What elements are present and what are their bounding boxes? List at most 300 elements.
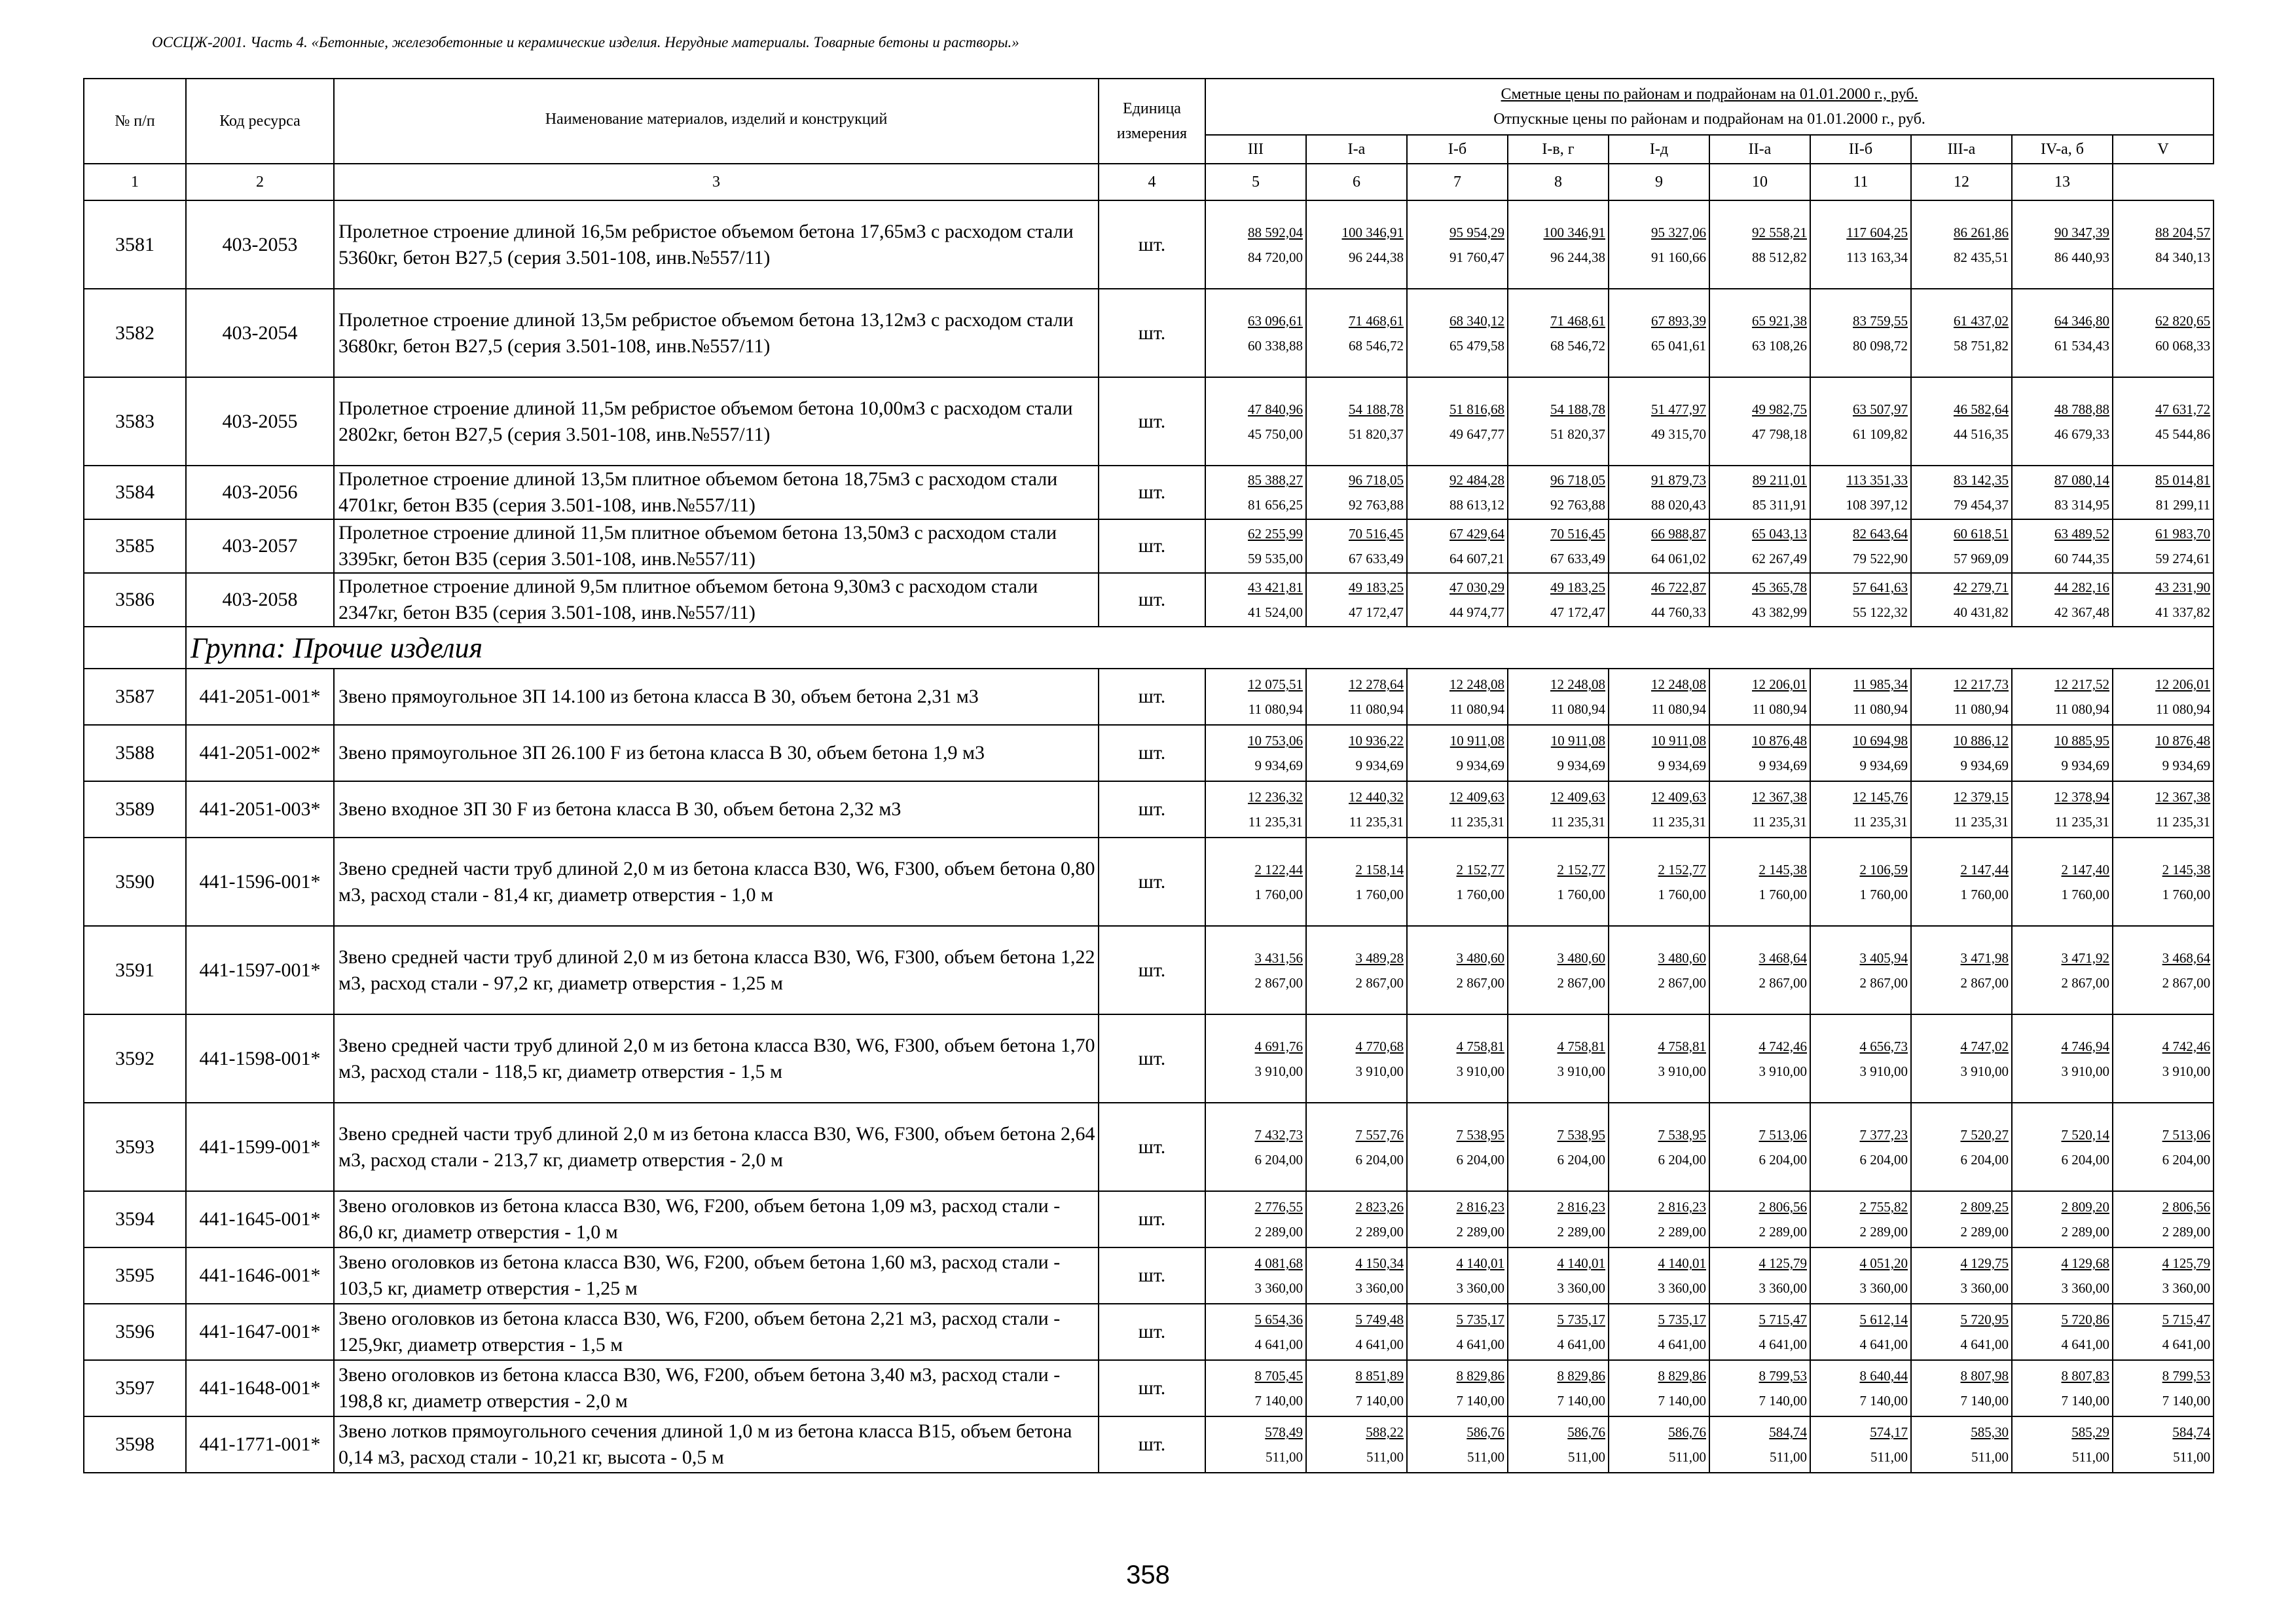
row-number: 3582 [84,289,186,377]
price-cell [2012,926,2113,1014]
price-cell [1306,1304,1407,1360]
resource-code: 441-1598-001* [186,1014,334,1103]
release-price: 2 289,00 [2162,1224,2211,1240]
material-name: Звено входное ЗП 30 F из бетона класса В 30, объем бетона 2,32 м3 [334,781,1099,838]
release-price: 3 360,00 [1758,1280,1807,1296]
release-price: 4 641,00 [1658,1337,1706,1352]
estimate-price: 3 489,28 [1355,950,1404,966]
release-price: 511,00 [1971,1449,2009,1465]
estimate-price: 5 735,17 [1658,1312,1706,1327]
estimate-price: 585,30 [1971,1424,2009,1440]
estimate-price: 12 278,64 [1349,676,1404,692]
price-cell [1306,725,1407,781]
estimate-price: 12 367,38 [1752,789,1807,805]
estimate-price: 83 142,35 [1954,472,2009,488]
price-cell [1609,1191,1709,1247]
estimate-price: 10 936,22 [1349,733,1404,748]
resource-code: 441-1771-001* [186,1416,334,1473]
price-cell [2012,781,2113,838]
price-cell [1205,1191,1306,1247]
estimate-price: 62 820,65 [2155,312,2211,329]
release-price: 60 338,88 [1248,337,1303,354]
estimate-price: 12 248,08 [1449,676,1504,692]
estimate-price: 584,74 [1769,1424,1807,1440]
estimate-price: 3 431,56 [1254,950,1303,966]
release-price: 81 656,25 [1248,497,1303,513]
estimate-price: 3 471,98 [1960,950,2009,966]
region-header: I-д [1609,135,1709,164]
estimate-price: 4 125,79 [2162,1255,2211,1271]
estimate-price: 92 484,28 [1449,472,1504,488]
estimate-price: 100 346,91 [1341,224,1404,240]
unit-of-measure: шт. [1099,1014,1205,1103]
estimate-price: 4 656,73 [1859,1038,1908,1054]
estimate-price: 4 758,81 [1658,1038,1706,1054]
column-number: 13 [2012,164,2113,200]
estimate-price: 51 816,68 [1449,401,1504,417]
price-cell [2113,838,2214,926]
release-price: 511,00 [2072,1449,2109,1465]
price-cell [2113,1360,2214,1416]
estimate-price: 2 816,23 [1456,1199,1504,1215]
estimate-price: 88 592,04 [1248,224,1303,240]
estimate-price: 7 557,76 [1355,1126,1404,1143]
release-price: 61 534,43 [2054,337,2109,354]
price-cell [1810,838,1911,926]
release-price: 43 382,99 [1752,604,1807,620]
group-row-spacer [84,627,186,669]
price-cell [2113,1247,2214,1304]
estimate-price: 3 405,94 [1859,950,1908,966]
release-price: 2 867,00 [2061,974,2109,991]
release-price: 11 235,31 [1349,814,1404,830]
row-number: 3587 [84,669,186,725]
unit-of-measure: шт. [1099,519,1205,573]
estimate-price: 47 030,29 [1449,580,1504,595]
estimate-price: 4 140,01 [1456,1255,1504,1271]
release-price: 9 934,69 [1456,758,1504,773]
price-cell [1911,1304,2012,1360]
release-price: 2 867,00 [2162,974,2211,991]
release-price: 51 820,37 [1349,426,1404,442]
column-number: 2 [186,164,334,200]
column-number: 7 [1407,164,1508,200]
price-cell [1709,200,1810,289]
row-number: 3596 [84,1304,186,1360]
price-cell [1810,781,1911,838]
price-cell [1709,519,1810,573]
unit-of-measure: шт. [1099,781,1205,838]
release-price: 2 867,00 [1456,974,1504,991]
row-number: 3595 [84,1247,186,1304]
release-price: 11 235,31 [1550,814,1605,830]
price-cell [1508,1304,1609,1360]
price-cell [1205,669,1306,725]
estimate-price: 4 140,01 [1557,1255,1605,1271]
price-cell [1508,926,1609,1014]
estimate-price: 2 122,44 [1254,861,1303,877]
release-price: 9 934,69 [1758,758,1807,773]
price-cell [1709,289,1810,377]
estimate-price: 54 188,78 [1349,401,1404,417]
estimate-price: 3 480,60 [1658,950,1706,966]
release-price: 65 041,61 [1651,337,1706,354]
estimate-price: 10 876,48 [1752,733,1807,748]
price-cell [1709,1191,1810,1247]
estimate-price: 8 640,44 [1859,1368,1908,1384]
price-cell [1911,1014,2012,1103]
material-name: Звено средней части труб длиной 2,0 м из бетона класса В30, W6, F300, объем бетона 1,22 м3, расход стали - 97,2 кг, диаметр отверстия - 1,25 м [334,926,1099,1014]
release-price: 11 235,31 [2054,814,2109,830]
unit-of-measure: шт. [1099,1360,1205,1416]
resource-code: 403-2054 [186,289,334,377]
release-price: 11 235,31 [1248,814,1303,830]
estimate-price: 2 816,23 [1658,1199,1706,1215]
estimate-price: 2 823,26 [1355,1199,1404,1215]
price-cell [2113,377,2214,466]
release-price: 58 751,82 [1954,337,2009,354]
estimate-price: 7 513,06 [2162,1126,2211,1143]
table-row [84,573,2214,627]
release-price: 3 910,00 [1254,1063,1303,1079]
release-price: 9 934,69 [2162,758,2211,773]
resource-code: 403-2055 [186,377,334,466]
row-number: 3584 [84,466,186,519]
price-cell [1205,519,1306,573]
estimate-price: 12 379,15 [1954,789,2009,805]
price-cell [1407,1247,1508,1304]
table-row [84,377,2214,466]
estimate-price: 95 327,06 [1651,224,1706,240]
group-title: Группа: Прочие изделия [186,627,1205,669]
release-price: 511,00 [1669,1449,1706,1465]
unit-of-measure: шт. [1099,466,1205,519]
col-header-name: Наименование материалов, изделий и конструкций [334,79,1099,164]
estimate-price: 4 081,68 [1254,1255,1303,1271]
estimate-price: 4 691,76 [1254,1038,1303,1054]
price-cell [1508,377,1609,466]
table-row [84,926,2214,1014]
estimate-price: 2 806,56 [2162,1199,2211,1215]
row-number: 3589 [84,781,186,838]
region-header: II-а [1709,135,1810,164]
table-row [84,1360,2214,1416]
release-price: 55 122,32 [1853,604,1908,620]
price-cell [1609,377,1709,466]
estimate-price: 71 468,61 [1349,312,1404,329]
estimate-price: 586,76 [1467,1424,1504,1440]
estimate-price: 49 183,25 [1349,580,1404,595]
material-name: Пролетное строение длиной 16,5м ребристое объемом бетона 17,65м3 с расходом стали 5360кг, бетон В27,5 (серия 3.501-108, инв.№557/11) [334,200,1099,289]
price-cell [1911,200,2012,289]
row-number: 3588 [84,725,186,781]
price-cell [2113,200,2214,289]
release-price: 4 641,00 [1758,1337,1807,1352]
release-price: 88 512,82 [1752,249,1807,265]
estimate-price: 43 231,90 [2155,580,2211,595]
estimate-price: 10 911,08 [1550,733,1605,748]
price-cell [2012,1360,2113,1416]
release-price: 9 934,69 [1658,758,1706,773]
release-price: 511,00 [2173,1449,2211,1465]
unit-of-measure: шт. [1099,1247,1205,1304]
release-price: 79 454,37 [1954,497,2009,513]
price-cell [1709,377,1810,466]
release-price: 6 204,00 [1859,1151,1908,1168]
estimate-price: 2 145,38 [2162,861,2211,877]
estimate-price: 10 911,08 [1449,733,1504,748]
price-cell [1709,466,1810,519]
col-header-unit-line1: Единица [1123,100,1181,117]
price-cell [1609,289,1709,377]
release-price: 11 080,94 [1550,701,1605,717]
table-row [84,1416,2214,1473]
price-cell [1508,519,1609,573]
estimate-price: 7 538,95 [1658,1126,1706,1143]
price-cell [2012,289,2113,377]
resource-code: 441-1596-001* [186,838,334,926]
estimate-price: 85 388,27 [1248,472,1303,488]
release-price: 3 360,00 [1456,1280,1504,1296]
estimate-price: 10 911,08 [1651,733,1706,748]
price-cell [1911,1360,2012,1416]
release-price: 3 910,00 [1960,1063,2009,1079]
estimate-price: 10 876,48 [2155,733,2211,748]
release-price: 11 080,94 [1349,701,1404,717]
release-price: 11 235,31 [1651,814,1706,830]
prices-header-estimate: Сметные цены по районам и подрайонам на 01.01.2000 г., руб. [1501,86,1918,103]
release-price: 3 910,00 [1456,1063,1504,1079]
column-number: 10 [1709,164,1810,200]
price-table [83,78,2214,1473]
resource-code: 441-1645-001* [186,1191,334,1247]
estimate-price: 2 809,20 [2061,1199,2109,1215]
estimate-price: 12 217,73 [1954,676,2009,692]
price-cell [1306,838,1407,926]
release-price: 9 934,69 [1355,758,1404,773]
price-cell [2113,573,2214,627]
release-price: 11 235,31 [1449,814,1504,830]
estimate-price: 4 140,01 [1658,1255,1706,1271]
estimate-price: 10 886,12 [1954,733,2009,748]
table-row [84,781,2214,838]
price-cell [1810,1247,1911,1304]
estimate-price: 63 489,52 [2054,526,2109,542]
estimate-price: 8 705,45 [1254,1368,1303,1384]
table-row [84,838,2214,926]
release-price: 2 289,00 [1658,1224,1706,1240]
column-number: 1 [84,164,186,200]
estimate-price: 12 248,08 [1550,676,1605,692]
estimate-price: 90 347,39 [2054,224,2109,240]
price-cell [1306,669,1407,725]
release-price: 4 641,00 [1859,1337,1908,1352]
price-cell [1407,669,1508,725]
price-cell [1609,725,1709,781]
release-price: 7 140,00 [1355,1393,1404,1409]
release-price: 96 244,38 [1550,249,1605,265]
release-price: 6 204,00 [1254,1151,1303,1168]
release-price: 3 360,00 [1557,1280,1605,1296]
price-cell [1609,1360,1709,1416]
column-number: 3 [334,164,1099,200]
estimate-price: 5 735,17 [1557,1312,1605,1327]
price-cell [1709,926,1810,1014]
price-cell [1306,1416,1407,1473]
estimate-price: 4 129,75 [1960,1255,2009,1271]
material-name: Звено оголовков из бетона класса В30, W6, F200, объем бетона 1,09 м3, расход стали - 86,0 кг, диаметр отверстия - 1,0 м [334,1191,1099,1247]
material-name: Звено оголовков из бетона класса В30, W6, F200, объем бетона 3,40 м3, расход стали - 198,8 кг, диаметр отверстия - 2,0 м [334,1360,1099,1416]
release-price: 2 289,00 [1859,1224,1908,1240]
price-cell [1709,573,1810,627]
release-price: 59 535,00 [1248,551,1303,566]
price-cell [1407,289,1508,377]
estimate-price: 54 188,78 [1550,401,1605,417]
table-row [84,466,2214,519]
estimate-price: 2 147,44 [1960,861,2009,877]
col-header-prices [1205,79,2214,135]
price-cell [1609,1247,1709,1304]
estimate-price: 7 538,95 [1456,1126,1504,1143]
estimate-price: 2 158,14 [1355,861,1404,877]
release-price: 1 760,00 [1859,886,1908,902]
release-price: 3 910,00 [1758,1063,1807,1079]
release-price: 511,00 [1266,1449,1303,1465]
row-number: 3591 [84,926,186,1014]
estimate-price: 44 282,16 [2054,580,2109,595]
estimate-price: 87 080,14 [2054,472,2109,488]
table-row [84,1304,2214,1360]
price-cell [1205,781,1306,838]
release-price: 3 910,00 [2162,1063,2211,1079]
estimate-price: 5 720,95 [1960,1312,2009,1327]
price-cell [1911,926,2012,1014]
col-header-code: Код ресурса [186,79,334,164]
estimate-price: 67 893,39 [1651,312,1706,329]
release-price: 2 289,00 [1960,1224,2009,1240]
estimate-price: 89 211,01 [1752,472,1807,488]
release-price: 11 080,94 [1248,701,1303,717]
unit-of-measure: шт. [1099,1103,1205,1191]
price-cell [1306,519,1407,573]
material-name: Пролетное строение длиной 9,5м плитное объемом бетона 9,30м3 с расходом стали 2347кг, бетон В35 (серия 3.501-108, инв.№557/11) [334,573,1099,627]
estimate-price: 3 480,60 [1557,950,1605,966]
release-price: 6 204,00 [1557,1151,1605,1168]
release-price: 11 235,31 [2155,814,2211,830]
price-cell [1205,725,1306,781]
release-price: 6 204,00 [2162,1151,2211,1168]
unit-of-measure: шт. [1099,289,1205,377]
price-cell [1205,926,1306,1014]
release-price: 68 546,72 [1550,337,1605,354]
release-price: 2 289,00 [1254,1224,1303,1240]
release-price: 2 867,00 [1960,974,2009,991]
price-cell [2012,377,2113,466]
estimate-price: 64 346,80 [2054,312,2109,329]
price-cell [1709,669,1810,725]
group-row [84,627,2214,669]
release-price: 84 340,13 [2155,249,2211,265]
price-cell [2012,1191,2113,1247]
price-cell [1306,466,1407,519]
region-header: I-б [1407,135,1508,164]
release-price: 91 760,47 [1449,249,1504,265]
price-cell [1407,1191,1508,1247]
price-cell [1508,669,1609,725]
release-price: 88 613,12 [1449,497,1504,513]
estimate-price: 3 468,64 [2162,950,2211,966]
estimate-price: 585,29 [2071,1424,2109,1440]
price-cell [1609,669,1709,725]
release-price: 4 641,00 [1557,1337,1605,1352]
release-price: 1 760,00 [2061,886,2109,902]
price-cell [1810,573,1911,627]
price-cell [1407,1416,1508,1473]
release-price: 7 140,00 [1456,1393,1504,1409]
row-number: 3592 [84,1014,186,1103]
estimate-price: 12 217,52 [2054,676,2109,692]
release-price: 9 934,69 [1859,758,1908,773]
release-price: 44 516,35 [1954,426,2009,442]
estimate-price: 100 346,91 [1543,224,1605,240]
release-price: 11 235,31 [1752,814,1807,830]
region-header: IV-а, б [2012,135,2113,164]
estimate-price: 8 799,53 [2162,1368,2211,1384]
price-cell [1508,1103,1609,1191]
release-price: 60 744,35 [2054,551,2109,566]
release-price: 81 299,11 [2155,497,2211,513]
estimate-price: 2 816,23 [1557,1199,1605,1215]
estimate-price: 4 747,02 [1960,1038,2009,1054]
price-cell [2113,669,2214,725]
price-cell [1810,926,1911,1014]
price-cell [1911,377,2012,466]
estimate-price: 2 806,56 [1758,1199,1807,1215]
estimate-price: 48 788,88 [2054,401,2109,417]
column-number: 5 [1205,164,1306,200]
release-price: 3 360,00 [1960,1280,2009,1296]
material-name: Звено прямоугольное ЗП 26.100 F из бетона класса В 30, объем бетона 1,9 м3 [334,725,1099,781]
release-price: 11 080,94 [2155,701,2211,717]
estimate-price: 63 507,97 [1853,401,1908,417]
estimate-price: 49 982,75 [1752,401,1807,417]
price-cell [2113,781,2214,838]
estimate-price: 8 807,98 [1960,1368,2009,1384]
release-price: 2 289,00 [1557,1224,1605,1240]
release-price: 41 337,82 [2155,604,2211,620]
estimate-price: 86 261,86 [1954,224,2009,240]
estimate-price: 2 152,77 [1456,861,1504,877]
price-cell [1911,1416,2012,1473]
estimate-price: 70 516,45 [1550,526,1605,542]
price-cell [1306,200,1407,289]
release-price: 57 969,09 [1954,551,2009,566]
row-number: 3590 [84,838,186,926]
release-price: 6 204,00 [1658,1151,1706,1168]
price-cell [1508,466,1609,519]
estimate-price: 5 735,17 [1456,1312,1504,1327]
price-cell [1911,838,2012,926]
estimate-price: 2 106,59 [1859,861,1908,877]
price-cell [2012,573,2113,627]
release-price: 49 647,77 [1449,426,1504,442]
release-price: 4 641,00 [2162,1337,2211,1352]
price-cell [2113,289,2214,377]
estimate-price: 4 051,20 [1859,1255,1908,1271]
release-price: 11 080,94 [2054,701,2109,717]
estimate-price: 10 885,95 [2054,733,2109,748]
price-cell [1709,1247,1810,1304]
